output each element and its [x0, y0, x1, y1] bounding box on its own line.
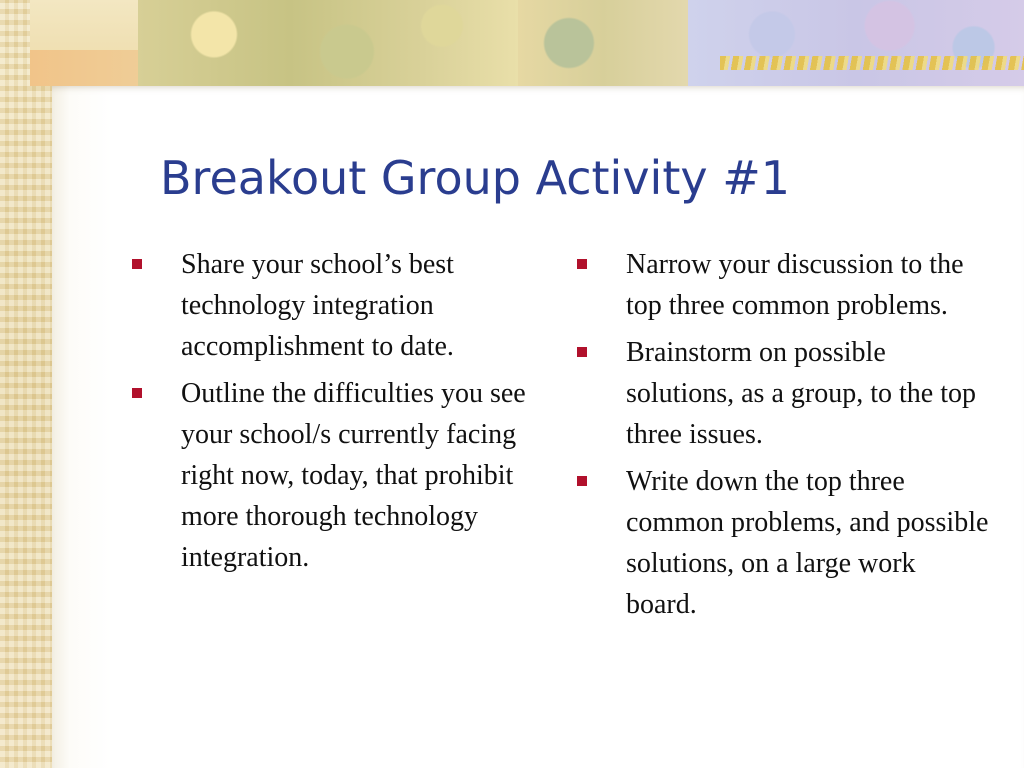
list-item-text: Write down the top three common problems, and possible solutions, on a large work board.	[626, 466, 989, 620]
list-item-text: Outline the difficulties you see your school/s currently facing right now, today, that prohibit more thorough technology integration.	[181, 378, 526, 573]
list-item-text: Share your school’s best technology integration accomplishment to date.	[181, 249, 454, 362]
list-item-text: Brainstorm on possible solutions, as a group, to the top three issues.	[626, 337, 976, 450]
square-bullet-icon	[577, 476, 587, 486]
right-bullet-list	[573, 244, 993, 631]
list-item	[573, 332, 993, 455]
list-item	[128, 244, 528, 367]
square-bullet-icon	[577, 259, 587, 269]
square-bullet-icon	[132, 388, 142, 398]
list-item-text: Narrow your discussion to the top three common problems.	[626, 249, 964, 321]
slide-title: Breakout Group Activity #1	[160, 151, 791, 205]
square-bullet-icon	[577, 347, 587, 357]
list-item	[573, 461, 993, 625]
left-bullet-list	[128, 244, 528, 584]
decorative-top-banner	[30, 0, 1024, 86]
list-item	[128, 373, 528, 578]
square-bullet-icon	[132, 259, 142, 269]
list-item	[573, 244, 993, 326]
decorative-left-border	[0, 0, 52, 768]
